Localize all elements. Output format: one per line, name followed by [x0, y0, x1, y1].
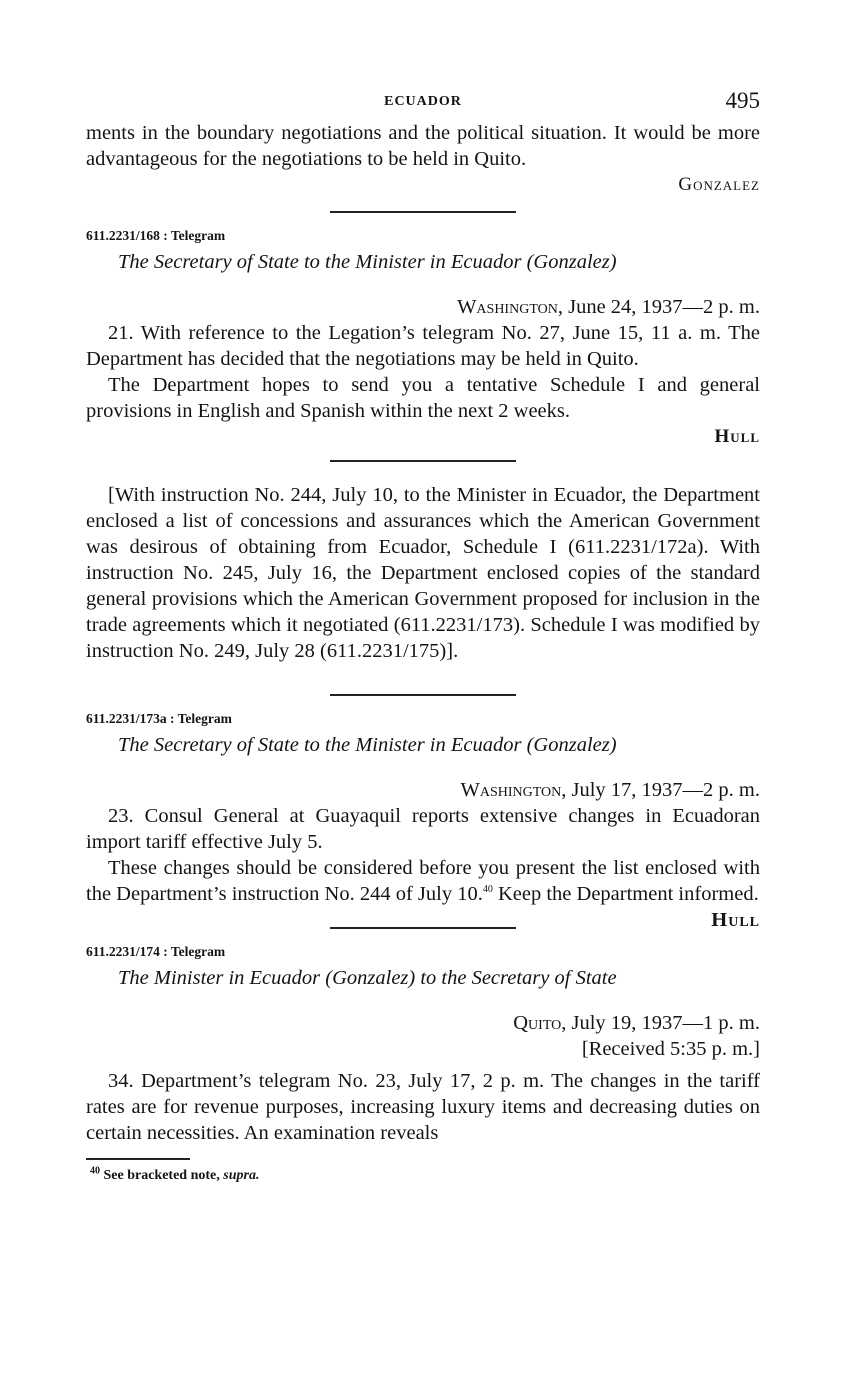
footnote: [86, 1166, 760, 1186]
dateline: [86, 294, 760, 320]
document-heading: The Minister in Ecuador (Gonzalez) to the Secretary of State: [118, 967, 617, 989]
body-paragraph: 21. With reference to the Legation’s telegram No. 27, June 15, 11 a. m. The Department has decided that the negotiations may be held in Quito.: [86, 322, 760, 370]
document-telegram-174: [86, 943, 760, 1146]
dateline-date: June 24, 1937—2 p. m.: [568, 296, 760, 318]
paragraph-text-end: Keep the Department informed.: [492, 883, 759, 905]
footnote-marker: 40: [90, 1165, 100, 1177]
body-paragraph: 23. Consul General at Guayaquil reports extensive changes in Ecuadoran import tariff effective July 5.: [86, 805, 760, 853]
document-telegram-168: [86, 227, 760, 450]
footnote-emphasis: supra.: [223, 1168, 260, 1183]
body-paragraph: 34. Department’s telegram No. 23, July 17, 2 p. m. The changes in the tariff rates are for revenue purposes, increasing luxury items and decreasing duties on certain necessities. An examination reveals: [86, 1070, 760, 1144]
received-line: [Received 5:35 p. m.]: [581, 1038, 760, 1060]
dateline-date: July 19, 1937—1 p. m.: [571, 1012, 760, 1034]
dateline-place: Quito,: [513, 1012, 567, 1034]
signature: Hull: [714, 426, 760, 447]
dateline-date: July 17, 1937—2 p. m.: [571, 779, 760, 801]
dateline-place: Washington,: [460, 779, 567, 801]
body-paragraph: [86, 855, 760, 931]
editorial-bracketed-note: [With instruction No. 244, July 10, to the Minister in Ecuador, the Department enclosed a list of concessions and assurances which the American Government was desirous of obtaining from Ecuador, Schedule I (611.2231/172a). With instruction No. 245, July 16, the Department enclosed copies of the standard general provisions which the American Government proposed for inclusion in the trade agreements which it negotiated (611.2231/173). Schedule I was modified by instruction No. 249, July 28 (611.2231/175)].: [86, 484, 760, 662]
document-heading: The Secretary of State to the Minister in Ecuador (Gonzalez): [118, 734, 617, 756]
footnote-text: See bracketed note,: [100, 1168, 224, 1183]
dateline-place: Washington,: [457, 296, 563, 318]
document-telegram-173a: [86, 710, 760, 931]
dateline: [86, 777, 760, 803]
footnote-reference: 40: [482, 884, 493, 896]
page-header: [86, 88, 760, 120]
paragraph-text: These changes should be considered before you present the list enclosed with the Department’s instruction No. 244 of July 10.: [86, 857, 760, 905]
document-heading: The Secretary of State to the Minister in Ecuador (Gonzalez): [118, 251, 617, 273]
file-number: 611.2231/168 : Telegram: [86, 228, 226, 243]
intro-signature: Gonzalez: [678, 174, 760, 195]
file-number: 611.2231/173a : Telegram: [86, 711, 232, 726]
signature: Hull: [711, 909, 760, 931]
page-number: 495: [725, 88, 760, 113]
body-paragraph: The Department hopes to send you a tentative Schedule I and general provisions in English and Spanish within the next 2 weeks.: [86, 374, 760, 422]
intro-paragraph: ments in the boundary negotiations and the political situation. It would be more advantageous for the negotiations to be held in Quito.: [86, 122, 760, 170]
dateline: [86, 1010, 760, 1036]
document-page: [86, 88, 760, 1186]
running-head: ECUADOR: [384, 94, 462, 109]
file-number: 611.2231/174 : Telegram: [86, 944, 226, 959]
